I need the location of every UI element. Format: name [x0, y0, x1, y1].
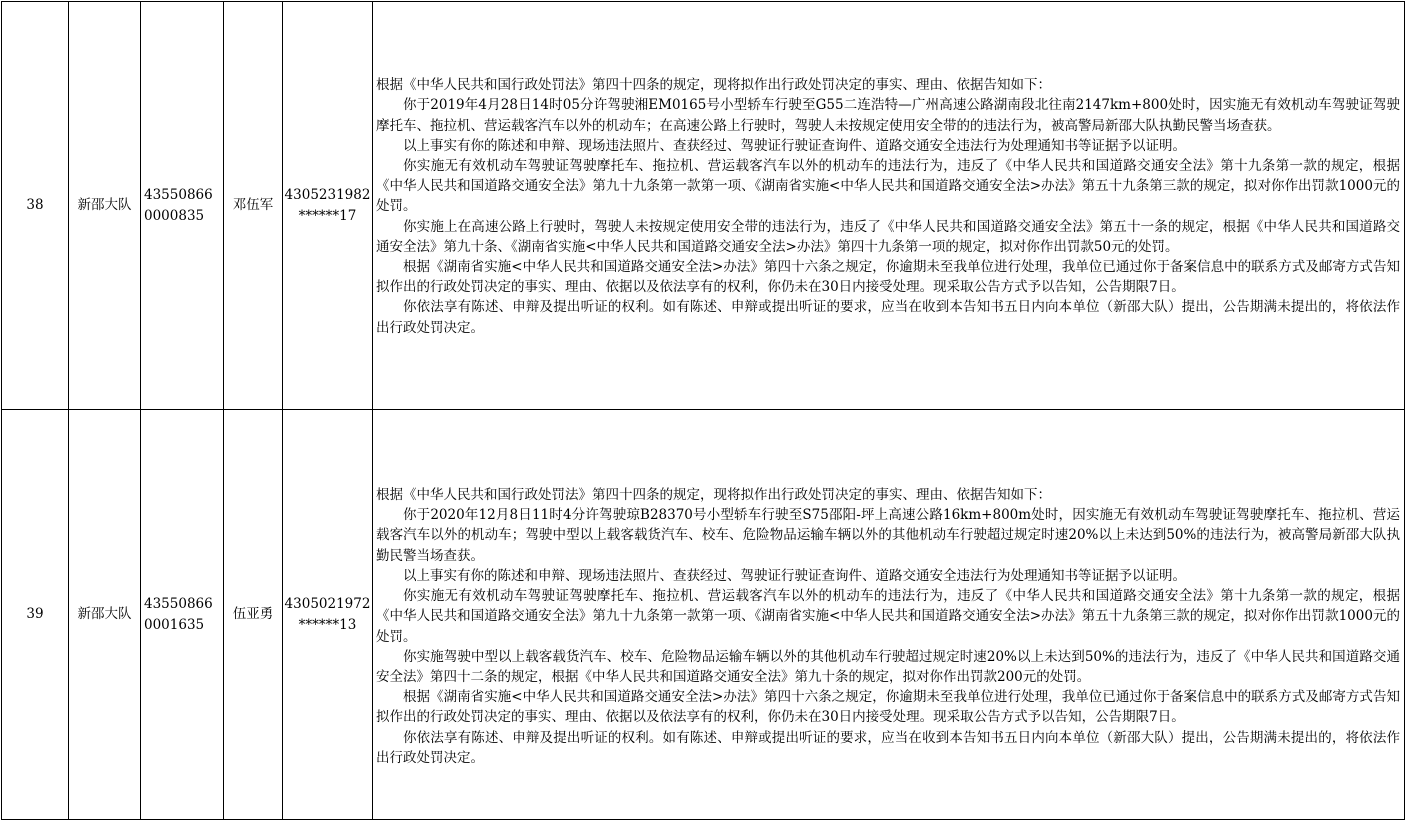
document-number-line2: 0000835 — [144, 207, 205, 224]
table-row — [2, 410, 1405, 820]
notice-paragraph: 你实施无有效机动车驾驶证驾驶摩托车、拖拉机、营运载客汽车以外的机动车的违法行为，违反了《中华人民共和国道路交通安全法》第十九条第一款的规定，根据《中华人民共和国道路交通安全法》第九十九条第一款第一项、《湖南省实施<中华人民共和国道路交通安全法>办法》第五十九条第三款的规定，拟对你作出罚款1000元的处罚。 — [376, 157, 1400, 215]
document-number-line1: 43550866 — [144, 187, 213, 204]
table-row — [2, 2, 1405, 410]
id-number — [283, 2, 373, 410]
notice-paragraph: 以上事实有你的陈述和申辩、现场违法照片、查获经过、驾驶证行驶证查询件、道路交通安全违法行为处理通知书等证据予以证明。 — [403, 137, 1186, 154]
notice-paragraph: 你于2019年4月28日14时05分许驾驶湘EM0165号小型轿车行驶至G55二连浩特—广州高速公路湖南段北往南2147km+800处时，因实施无有效机动车驾驶证驾驶摩托车、拖拉机、营运载客汽车以外的机动车；在高速公路上行驶时，驾驶人未按规定使用安全带的的违法行为，被高警局新邵大队执勤民警当场查获。 — [376, 97, 1400, 134]
person-name: 邓伍军 — [224, 2, 283, 410]
row-index: 39 — [2, 410, 69, 820]
document-number — [141, 2, 224, 410]
notice-paragraph: 你实施无有效机动车驾驶证驾驶摩托车、拖拉机、营运载客汽车以外的机动车的违法行为，违反了《中华人民共和国道路交通安全法》第十九条第一款的规定，根据《中华人民共和国道路交通安全法》第九十九条第一款第一项、《湖南省实施<中华人民共和国道路交通安全法>办法》第五十九条第三款的规定，拟对你作出罚款1000元的处罚。 — [376, 588, 1400, 645]
document-number — [141, 410, 224, 820]
notice-paragraph: 根据《湖南省实施<中华人民共和国道路交通安全法>办法》第四十六条之规定，你逾期未至我单位进行处理，我单位已通过你于备案信息中的联系方式及邮寄方式告知拟作出的行政处罚决定的事实、理由、依据以及依法享有的权利，你仍未在30日内接受处理。现采取公告方式予以告知，公告期限7日。 — [376, 259, 1400, 296]
notice-paragraph: 根据《湖南省实施<中华人民共和国道路交通安全法>办法》第四十六条之规定，你逾期未至我单位进行处理，我单位已通过你于备案信息中的联系方式及邮寄方式告知拟作出的行政处罚决定的事实、理由、依据以及依法享有的权利，你仍未在30日内接受处理。现采取公告方式予以告知，公告期限7日。 — [376, 689, 1400, 726]
notice-text — [373, 2, 1405, 410]
id-number-line1: 4305231982 — [284, 187, 371, 204]
id-number-line1: 4305021972 — [284, 596, 371, 613]
id-number-line2: ******17 — [298, 207, 357, 224]
document-number-line2: 0001635 — [144, 616, 205, 633]
row-index: 38 — [2, 2, 69, 410]
team-name: 新邵大队 — [69, 2, 141, 410]
document-number-line1: 43550866 — [144, 596, 213, 613]
notice-paragraph: 你于2020年12月8日11时4分许驾驶琼B28370号小型轿车行驶至S75邵阳-坪上高速公路16km+800m处时，因实施无有效机动车驾驶证驾驶摩托车、拖拉机、营运载客汽车以外的机动车；驾驶中型以上载客载货汽车、校车、危险物品运输车辆以外的其他机动车行驶超过规定时速20%以上未达到50%的违法行为，被高警局新邵大队执勤民警当场查获。 — [376, 507, 1400, 564]
penalty-notice-table — [1, 1, 1405, 820]
notice-paragraph: 根据《中华人民共和国行政处罚法》第四十四条的规定，现将拟作出行政处罚决定的事实、理由、依据告知如下： — [376, 487, 1051, 504]
id-number — [283, 410, 373, 820]
team-name: 新邵大队 — [69, 410, 141, 820]
notice-text — [373, 410, 1405, 820]
person-name: 伍亚勇 — [224, 410, 283, 820]
notice-paragraph: 你依法享有陈述、申辩及提出听证的权利。如有陈述、申辩或提出听证的要求，应当在收到本告知书五日内向本单位（新邵大队）提出，公告期满未提出的，将依法作出行政处罚决定。 — [376, 729, 1400, 766]
notice-paragraph: 你依法享有陈述、申辩及提出听证的权利。如有陈述、申辩或提出听证的要求，应当在收到本告知书五日内向本单位（新邵大队）提出，公告期满未提出的，将依法作出行政处罚决定。 — [376, 299, 1400, 336]
notice-paragraph: 你实施驾驶中型以上载客载货汽车、校车、危险物品运输车辆以外的其他机动车行驶超过规定时速20%以上未达到50%的违法行为，违反了《中华人民共和国道路交通安全法》第四十二条的规定，根据《中华人民共和国道路交通安全法》第九十条的规定，拟对你作出罚款200元的处罚。 — [376, 648, 1400, 685]
id-number-line2: ******13 — [298, 616, 357, 633]
notice-paragraph: 你实施上在高速公路上行驶时，驾驶人未按规定使用安全带的违法行为，违反了《中华人民共和国道路交通安全法》第五十一条的规定，根据《中华人民共和国道路交通安全法》第九十条、《湖南省实施<中华人民共和国道路交通安全法>办法》第四十九条第一项的规定，拟对你作出罚款50元的处罚。 — [376, 218, 1400, 255]
notice-paragraph: 根据《中华人民共和国行政处罚法》第四十四条的规定，现将拟作出行政处罚决定的事实、理由、依据告知如下： — [376, 77, 1051, 94]
notice-paragraph: 以上事实有你的陈述和申辩、现场违法照片、查获经过、驾驶证行驶证查询件、道路交通安全违法行为处理通知书等证据予以证明。 — [403, 567, 1186, 584]
